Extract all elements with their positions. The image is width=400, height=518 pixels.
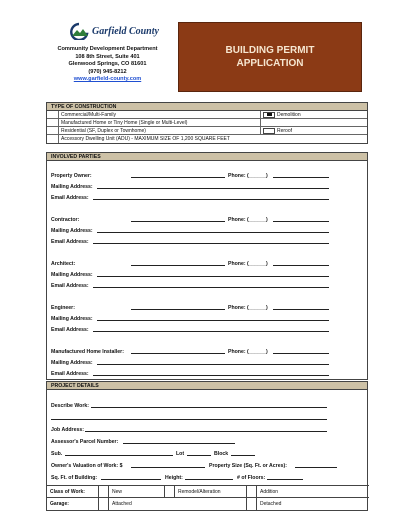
property-size-field[interactable] (295, 462, 337, 468)
construction-section (46, 102, 368, 144)
dept-line: (970) 945-8212 (88, 68, 127, 75)
party-name-label: Architect: (51, 261, 76, 267)
construction-row (47, 119, 367, 127)
party-name-field[interactable] (131, 260, 225, 266)
phone-field[interactable] (273, 304, 329, 310)
phone-label: Phone: (______) (228, 305, 268, 311)
party-name-field[interactable] (131, 348, 225, 354)
email-address-label: Email Address: (51, 327, 89, 333)
email-address-field[interactable] (93, 282, 329, 288)
website-link[interactable]: www.garfield-county.com (73, 76, 142, 83)
checkbox-label: Accessory Dwelling Unit (ADU) - MAXIMUM SIZE OF 1,200 SQUARE FEET (61, 136, 230, 142)
form-header (40, 22, 362, 92)
detached-checkbox[interactable] (247, 498, 257, 510)
phone-field[interactable] (273, 348, 329, 354)
email-address-field[interactable] (93, 326, 329, 332)
mailing-address-label: Mailing Address: (51, 360, 93, 366)
email-address-label: Email Address: (51, 195, 89, 201)
checkbox-label: Commercial/Multi-Family (61, 111, 117, 118)
describe-work-field[interactable] (91, 402, 327, 408)
attached-checkbox[interactable] (99, 498, 109, 510)
lot-field[interactable] (187, 450, 211, 456)
phone-field[interactable] (273, 172, 329, 178)
class-of-work-label: Class of Work: (47, 486, 99, 498)
party-name-field[interactable] (131, 304, 225, 310)
commercial-checkbox[interactable] (47, 111, 59, 119)
describe-work-label: Describe Work: (51, 403, 89, 409)
mailing-address-label: Mailing Address: (51, 228, 93, 234)
dept-line: 108 8th Street, Suite 401 (75, 53, 140, 60)
sqft-building-field[interactable] (101, 474, 161, 480)
section-heading: TYPE OF CONSTRUCTION (47, 103, 367, 111)
phone-label: Phone: (______) (228, 217, 268, 223)
construction-row (47, 135, 367, 143)
lot-label: Lot (176, 451, 185, 457)
email-address-field[interactable] (93, 370, 329, 376)
phone-label: Phone: (______) (228, 173, 268, 179)
county-logo (68, 22, 178, 44)
block-field[interactable] (231, 450, 255, 456)
party-block (47, 249, 367, 293)
checkbox-label: Residential (SF, Duplex or Townhome) (61, 127, 146, 134)
sqft-building-label: Sq. Ft. of Building: (51, 475, 98, 481)
checkbox-label: Reroof (277, 127, 293, 134)
sub-field[interactable] (65, 450, 173, 456)
adu-checkbox[interactable] (47, 135, 59, 143)
reroof-checkbox[interactable] (263, 128, 275, 134)
email-address-field[interactable] (93, 194, 329, 200)
describe-work-field-2[interactable] (51, 414, 327, 420)
height-label: Height: (165, 475, 183, 481)
valuation-label: Owner's Valuation of Work: $ (51, 463, 123, 469)
parties-section (46, 152, 368, 380)
valuation-field[interactable] (131, 462, 205, 468)
phone-label: Phone: (______) (228, 261, 268, 267)
option-label: Detached (260, 501, 282, 507)
page-title-2: APPLICATION (236, 58, 304, 69)
construction-row (47, 127, 367, 135)
mailing-address-field[interactable] (97, 227, 329, 233)
party-block (47, 293, 367, 337)
party-name-field[interactable] (131, 172, 225, 178)
party-block (47, 337, 367, 381)
manufactured-home-checkbox[interactable] (47, 119, 59, 127)
option-label: Attached (109, 498, 247, 510)
construction-row (47, 111, 367, 119)
phone-label: Phone: (______) (228, 349, 268, 355)
dept-line: Glenwood Springs, CO 81601 (68, 61, 147, 68)
job-address-label: Job Address: (51, 427, 84, 433)
party-name-label: Contractor: (51, 217, 80, 223)
title-box (178, 22, 362, 92)
email-address-label: Email Address: (51, 371, 89, 377)
project-section (46, 381, 368, 511)
mailing-address-field[interactable] (97, 315, 329, 321)
height-field[interactable] (185, 474, 233, 480)
email-address-field[interactable] (93, 238, 329, 244)
job-address-field[interactable] (85, 426, 327, 432)
county-logo-icon (68, 22, 90, 40)
floors-field[interactable] (267, 474, 303, 480)
mailing-address-label: Mailing Address: (51, 184, 93, 190)
email-address-label: Email Address: (51, 239, 89, 245)
parcel-number-label: Assessor's Parcel Number: (51, 439, 119, 445)
garage-row (47, 497, 369, 510)
party-block (47, 161, 367, 205)
page-title: BUILDING PERMIT (225, 45, 315, 56)
logo-text: Garfield County (92, 26, 159, 37)
mailing-address-field[interactable] (97, 183, 329, 189)
checkbox-label: Manufactured Home or Tiny Home (Single or Multi-Level) (61, 119, 188, 126)
section-heading: PROJECT DETAILS (47, 382, 367, 390)
mailing-address-label: Mailing Address: (51, 272, 93, 278)
floors-label: # of Floors: (237, 475, 266, 481)
demolition-checkbox[interactable] (263, 112, 275, 118)
department-info (40, 46, 175, 84)
mailing-address-label: Mailing Address: (51, 316, 93, 322)
parcel-number-field[interactable] (123, 438, 235, 444)
phone-field[interactable] (273, 260, 329, 266)
dept-line: Community Development Department (57, 46, 158, 52)
phone-field[interactable] (273, 216, 329, 222)
option-label: Remodel/Alteration (175, 486, 247, 498)
residential-checkbox[interactable] (47, 127, 59, 135)
party-block (47, 205, 367, 249)
email-address-label: Email Address: (51, 283, 89, 289)
mailing-address-field[interactable] (97, 271, 329, 277)
garage-label: Garage: (47, 498, 99, 510)
property-size-label: Property Size (Sq. Ft. or Acres): (209, 463, 287, 469)
option-label: New (109, 486, 165, 498)
party-name-label: Manufactured Home Installer: (51, 349, 124, 355)
mailing-address-field[interactable] (97, 359, 329, 365)
section-heading: INVOLVED PARTIES (47, 153, 367, 161)
sub-label: Sub. (51, 451, 63, 457)
checkbox-label: Demolition (277, 111, 301, 118)
party-list (47, 161, 367, 381)
party-name-field[interactable] (131, 216, 225, 222)
block-label: Block (214, 451, 229, 457)
party-name-label: Engineer: (51, 305, 75, 311)
party-name-label: Property Owner: (51, 173, 92, 179)
option-label: Addition (260, 489, 279, 495)
